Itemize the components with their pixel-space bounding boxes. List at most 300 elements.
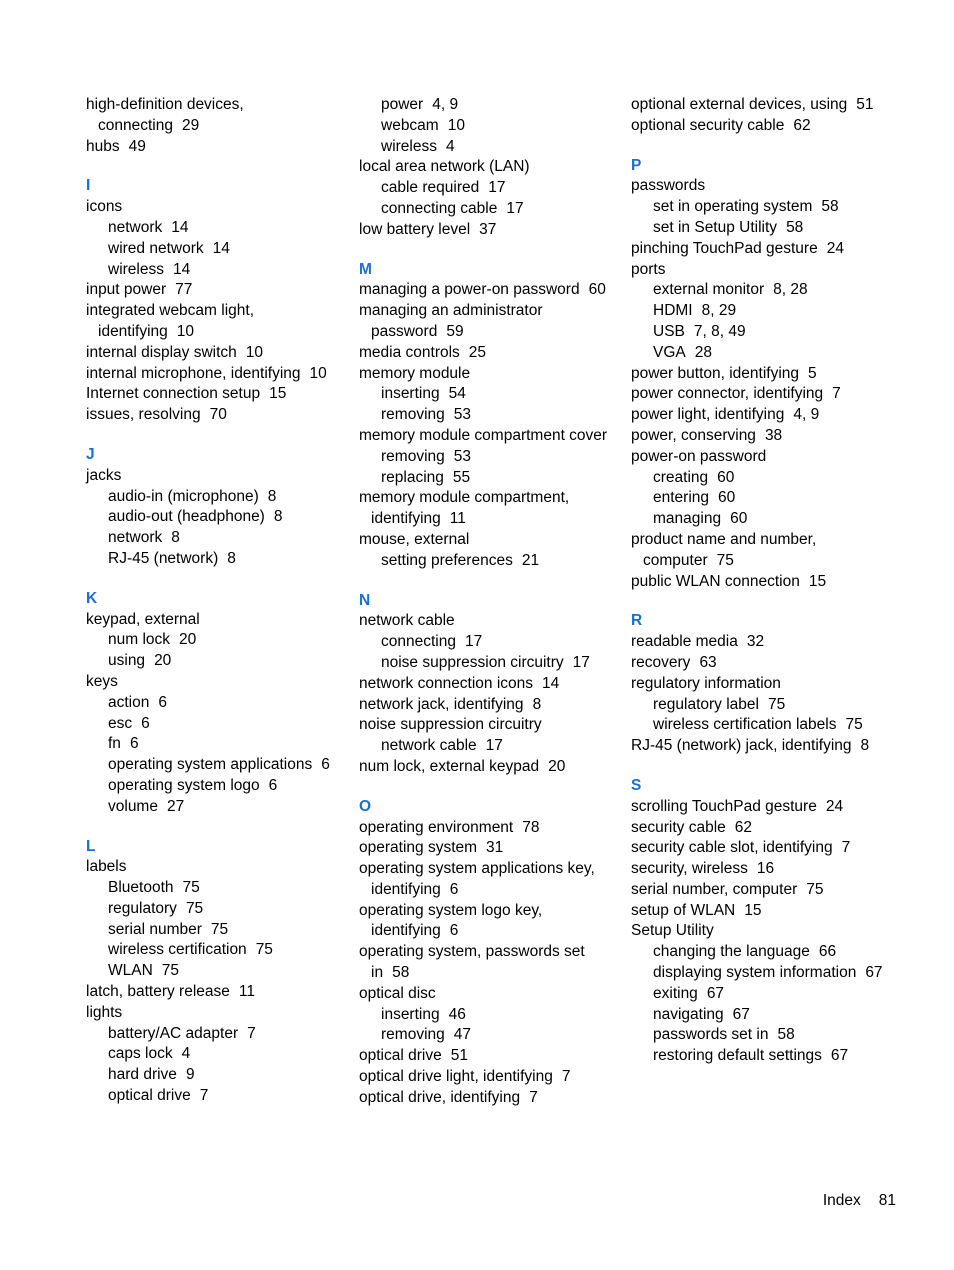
index-entry (631, 239, 891, 260)
page-reference: 5 (808, 364, 817, 382)
index-letter-heading: S (631, 776, 642, 794)
page-reference: 8 (273, 508, 283, 526)
page-reference: 16 (756, 860, 775, 878)
page-reference: 7 (832, 385, 841, 403)
index-entry (631, 426, 891, 447)
index-term: regulatory (108, 899, 177, 917)
footer-label: Index (822, 1192, 861, 1209)
page-reference: 62 (734, 818, 753, 836)
page-reference: 4 (181, 1045, 191, 1063)
index-subentry (86, 1044, 336, 1065)
page-reference: 29 (181, 116, 200, 134)
index-entry (359, 611, 614, 632)
index-subentry (86, 507, 336, 528)
index-entry (359, 301, 614, 343)
index-subentry (631, 695, 891, 716)
page-reference: 8 (860, 737, 870, 755)
index-term: internal microphone, identifying (86, 364, 301, 382)
index-subentry (359, 116, 614, 137)
index-term: power connector, identifying (631, 385, 824, 403)
page-reference: 75 (845, 716, 863, 734)
page-reference: 75 (767, 695, 786, 713)
index-term: webcam (381, 116, 439, 134)
page-reference: 17 (485, 737, 503, 755)
index-column-1 (86, 95, 336, 1107)
index-term: HDMI (653, 302, 693, 320)
index-term: ports (631, 260, 666, 278)
index-term: internal display switch (86, 343, 237, 361)
index-term: readable media (631, 633, 738, 651)
page-reference: 9 (185, 1066, 195, 1084)
index-term: volume (108, 797, 158, 815)
index-term: wireless certification labels (653, 716, 837, 734)
index-term: managing a power-on password (359, 281, 580, 299)
index-subentry (86, 1024, 336, 1045)
index-entry (359, 695, 614, 716)
page-reference: 17 (464, 633, 483, 651)
index-entry (631, 447, 891, 468)
index-term: passwords set in (653, 1026, 769, 1044)
page-reference: 24 (826, 239, 844, 257)
index-term: mouse, external (359, 530, 470, 548)
page-reference: 51 (450, 1047, 468, 1065)
index-term: public WLAN connection (631, 572, 800, 590)
page-reference: 60 (730, 510, 748, 528)
index-term: removing (381, 1026, 445, 1044)
index-term: set in operating system (653, 198, 813, 216)
index-term: power, conserving (631, 426, 756, 444)
page-reference: 25 (468, 343, 487, 361)
index-term: Setup Utility (631, 922, 714, 940)
index-term: operating system logo key, identifying (359, 901, 543, 940)
index-term: pinching TouchPad gesture (631, 239, 818, 257)
page-reference: 66 (818, 943, 837, 961)
index-subentry (631, 197, 891, 218)
index-subentry (631, 468, 891, 489)
page-reference: 6 (449, 922, 459, 940)
index-entry (631, 572, 891, 593)
index-entry (359, 942, 614, 984)
index-letter-heading: I (86, 177, 91, 195)
index-entry (631, 921, 891, 942)
page-reference: 14 (542, 674, 560, 692)
page-reference: 6 (268, 776, 278, 794)
index-term: RJ-45 (network) jack, identifying (631, 737, 852, 755)
index-term: local area network (LAN) (359, 158, 530, 176)
index-entry (631, 530, 891, 572)
index-subentry (86, 940, 336, 961)
index-term: creating (653, 468, 709, 486)
index-subentry (86, 961, 336, 982)
page-reference: 20 (154, 652, 172, 670)
page-reference: 60 (588, 281, 606, 299)
index-term: input power (86, 281, 167, 299)
page-reference: 8, 28 (773, 281, 808, 299)
index-term: memory module (359, 364, 471, 382)
index-term: optical drive (359, 1047, 442, 1065)
index-letter-heading: P (631, 156, 642, 174)
page-reference: 7 (561, 1068, 571, 1086)
index-term: setup of WLAN (631, 901, 736, 919)
page-reference: 17 (506, 199, 524, 217)
index-entry (631, 736, 891, 757)
index-letter-heading: N (359, 591, 371, 609)
index-term: operating system logo (108, 776, 260, 794)
index-subentry (359, 653, 614, 674)
index-entry (359, 1088, 614, 1109)
index-entry (359, 838, 614, 859)
index-entry (86, 857, 336, 878)
index-term: optical drive (108, 1087, 191, 1105)
page-reference: 6 (321, 756, 330, 774)
index-entry (631, 364, 891, 385)
index-term: regulatory information (631, 674, 781, 692)
index-subentry (359, 736, 614, 757)
page-reference: 63 (699, 653, 717, 671)
index-subentry (86, 878, 336, 899)
index-term: operating system, passwords set in (359, 943, 585, 982)
index-term: optional external devices, using (631, 96, 848, 113)
index-subentry (359, 405, 614, 426)
index-term: caps lock (108, 1045, 173, 1063)
page-reference: 8 (532, 695, 542, 713)
index-term: optical disc (359, 984, 436, 1002)
page-reference: 75 (182, 879, 200, 897)
index-term: setting preferences (381, 551, 513, 569)
index-entry (359, 818, 614, 839)
page-reference: 70 (209, 406, 227, 424)
index-entry (631, 176, 891, 197)
index-entry (631, 116, 891, 137)
page-reference: 54 (448, 385, 466, 403)
index-entry (359, 1067, 614, 1088)
page-reference: 10 (447, 116, 465, 134)
index-term: wired network (108, 239, 204, 257)
index-entry (631, 901, 891, 922)
page-reference: 6 (129, 735, 139, 753)
page-reference: 53 (453, 406, 471, 424)
index-term: power light, identifying (631, 406, 785, 424)
index-letter-heading: J (86, 445, 95, 463)
index-term: serial number, computer (631, 880, 798, 898)
index-term: high-definition devices, connecting (86, 96, 244, 134)
index-column-2 (359, 95, 614, 1109)
index-subentry (359, 384, 614, 405)
index-entry (359, 343, 614, 364)
index-term: operating system applications key, identifying (359, 860, 595, 898)
index-term: security, wireless (631, 860, 748, 878)
index-subentry (631, 218, 891, 239)
index-term: Bluetooth (108, 879, 174, 897)
page-reference: 67 (706, 984, 725, 1002)
page-reference: 14 (171, 218, 189, 236)
index-subentry (86, 549, 336, 570)
page-reference: 24 (825, 797, 844, 815)
index-subentry (631, 343, 891, 364)
page-reference: 6 (449, 880, 459, 898)
page-reference: 8, 29 (701, 302, 737, 320)
index-term: connecting cable (381, 199, 498, 217)
index-term: keypad, external (86, 610, 200, 628)
index-term: serial number (108, 920, 202, 938)
page-number: 81 (878, 1192, 896, 1209)
index-entry (86, 197, 336, 218)
page-reference: 7 (841, 839, 851, 857)
page-reference: 7 (247, 1024, 256, 1042)
index-entry (631, 838, 891, 859)
index-subentry (631, 488, 891, 509)
index-term: issues, resolving (86, 406, 201, 424)
index-term: VGA (653, 343, 686, 361)
index-subentry (86, 920, 336, 941)
index-entry (359, 984, 614, 1005)
index-term: latch, battery release (86, 983, 230, 1001)
index-entry (359, 757, 614, 778)
index-term: operating system (359, 839, 478, 857)
index-subentry (86, 797, 336, 818)
index-term: hubs (86, 137, 120, 155)
index-entry (359, 530, 614, 551)
page-reference: 58 (821, 198, 839, 216)
page-reference: 58 (777, 1026, 795, 1044)
index-entry (631, 653, 891, 674)
page-reference: 51 (856, 96, 874, 113)
page-reference: 14 (212, 239, 230, 257)
index-subentry (86, 693, 336, 714)
page-reference: 8 (171, 529, 180, 547)
index-subentry (86, 714, 336, 735)
index-term: passwords (631, 177, 706, 195)
index-entry (359, 364, 614, 385)
index-entry (86, 280, 336, 301)
index-subentry (631, 280, 891, 301)
page-reference: 67 (865, 964, 883, 982)
index-subentry (631, 963, 891, 984)
page-reference: 58 (786, 218, 804, 236)
page-reference: 15 (744, 901, 762, 919)
index-entry (631, 818, 891, 839)
page-reference: 8 (267, 487, 277, 505)
index-term: external monitor (653, 281, 765, 299)
index-term: displaying system information (653, 964, 857, 982)
index-term: memory module compartment cover (359, 426, 608, 444)
index-term: WLAN (108, 962, 153, 980)
index-subentry (86, 776, 336, 797)
index-term: optical drive light, identifying (359, 1068, 553, 1086)
index-term: labels (86, 858, 127, 876)
index-term: replacing (381, 468, 444, 486)
page-reference: 7 (199, 1087, 209, 1105)
index-term: USB (653, 322, 685, 340)
index-subentry (359, 178, 614, 199)
index-term: power (381, 96, 424, 113)
index-term: set in Setup Utility (653, 218, 778, 236)
page-reference: 58 (392, 964, 410, 982)
page-reference: 60 (718, 489, 736, 507)
page-reference: 7 (529, 1088, 538, 1106)
page-reference: 53 (453, 447, 471, 465)
index-entry (359, 157, 614, 178)
index-term: exiting (653, 984, 698, 1002)
page-reference: 20 (179, 631, 197, 649)
page-reference: 8 (227, 549, 236, 567)
index-term: removing (381, 406, 445, 424)
index-subentry (359, 447, 614, 468)
page-reference: 75 (185, 899, 204, 917)
page-reference: 62 (793, 116, 811, 134)
index-entry (86, 405, 336, 426)
index-entry (86, 95, 336, 137)
page-reference: 10 (176, 322, 195, 340)
index-term: icons (86, 198, 123, 216)
index-entry (86, 982, 336, 1003)
index-term: inserting (381, 385, 440, 403)
index-entry (359, 715, 614, 736)
index-term: RJ-45 (network) (108, 549, 219, 567)
page-reference: 7, 8, 49 (693, 322, 746, 340)
page-reference: 17 (572, 653, 590, 671)
index-term: using (108, 652, 146, 670)
page-reference: 27 (166, 797, 185, 815)
index-subentry (86, 260, 336, 281)
page-reference: 31 (486, 839, 504, 857)
page-reference: 32 (746, 633, 765, 651)
index-entry (631, 384, 891, 405)
index-term: media controls (359, 343, 460, 361)
index-term: restoring default settings (653, 1047, 822, 1065)
index-entry (86, 672, 336, 693)
index-entry (359, 488, 614, 530)
page-reference: 75 (255, 941, 273, 959)
index-term: network cable (381, 737, 477, 755)
page-reference: 21 (521, 551, 540, 569)
index-subentry (631, 1025, 891, 1046)
index-entry (631, 880, 891, 901)
page-reference: 17 (488, 179, 506, 197)
index-term: changing the language (653, 943, 810, 961)
index-subentry (631, 1046, 891, 1067)
index-entry (86, 343, 336, 364)
index-entry (359, 859, 614, 901)
index-subentry (359, 95, 614, 116)
index-entry (359, 220, 614, 241)
page-reference: 67 (732, 1005, 750, 1023)
index-entry (631, 405, 891, 426)
index-entry (86, 384, 336, 405)
index-subentry (86, 899, 336, 920)
index-subentry (359, 1005, 614, 1026)
page-reference: 11 (449, 510, 466, 528)
page-reference: 6 (158, 693, 167, 711)
index-term: battery/AC adapter (108, 1024, 239, 1042)
index-term: operating environment (359, 818, 514, 836)
index-subentry (86, 734, 336, 755)
index-term: esc (108, 714, 133, 732)
index-term: product name and number, computer (631, 530, 817, 569)
index-subentry (631, 509, 891, 530)
index-subentry (631, 942, 891, 963)
index-term: managing (653, 510, 722, 528)
page-reference: 78 (522, 818, 540, 836)
page-reference: 38 (764, 426, 783, 444)
index-subentry (86, 528, 336, 549)
index-subentry (359, 199, 614, 220)
index-term: wireless certification (108, 941, 247, 959)
index-subentry (86, 755, 336, 776)
page-reference: 15 (808, 572, 827, 590)
index-entry (631, 674, 891, 695)
index-term: num lock (108, 631, 171, 649)
page-reference: 10 (245, 343, 264, 361)
index-term: network connection icons (359, 674, 534, 692)
page-reference: 37 (479, 220, 497, 238)
page-reference: 14 (172, 260, 191, 278)
index-term: entering (653, 489, 710, 507)
page-reference: 4 (445, 137, 455, 155)
index-term: optional security cable (631, 116, 785, 134)
index-entry (86, 364, 336, 385)
page-reference: 55 (452, 468, 471, 486)
index-entry (359, 426, 614, 447)
index-entry (86, 610, 336, 631)
index-entry (86, 301, 336, 343)
index-term: power button, identifying (631, 364, 800, 382)
index-term: fn (108, 735, 121, 753)
index-term: connecting (381, 633, 456, 651)
index-subentry (86, 487, 336, 508)
index-entry (86, 1003, 336, 1024)
index-term: security cable (631, 818, 726, 836)
index-term: wireless (108, 260, 164, 278)
index-entry (631, 859, 891, 880)
page-reference: 6 (141, 714, 150, 732)
index-term: removing (381, 447, 445, 465)
index-term: integrated webcam light, identifying (86, 302, 255, 340)
index-subentry (631, 1005, 891, 1026)
index-term: optical drive, identifying (359, 1088, 521, 1106)
index-term: network (108, 529, 163, 547)
index-term: network cable (359, 612, 455, 630)
page-reference: 11 (238, 983, 255, 1001)
index-entry (86, 466, 336, 487)
page-reference: 15 (269, 385, 287, 403)
index-column-3 (631, 95, 891, 1067)
index-term: cable required (381, 179, 480, 197)
index-term: action (108, 693, 150, 711)
index-letter-heading: R (631, 612, 643, 630)
index-term: power-on password (631, 447, 767, 465)
index-entry (631, 632, 891, 653)
index-term: memory module compartment, identifying (359, 489, 570, 528)
page-reference: 46 (448, 1005, 466, 1023)
page-reference: 60 (717, 468, 735, 486)
index-term: noise suppression circuitry (359, 716, 542, 734)
page-reference: 75 (716, 551, 734, 569)
page-reference: 59 (446, 322, 464, 340)
index-subentry (86, 1065, 336, 1086)
index-entry (359, 1046, 614, 1067)
index-term: num lock, external keypad (359, 757, 540, 775)
page-reference: 77 (175, 281, 193, 299)
index-term: network (108, 218, 163, 236)
index-term: inserting (381, 1005, 440, 1023)
page-reference: 28 (694, 343, 712, 361)
index-term: lights (86, 1003, 123, 1021)
index-term: keys (86, 672, 118, 690)
index-subentry (359, 137, 614, 158)
index-subentry (631, 322, 891, 343)
index-subentry (359, 468, 614, 489)
